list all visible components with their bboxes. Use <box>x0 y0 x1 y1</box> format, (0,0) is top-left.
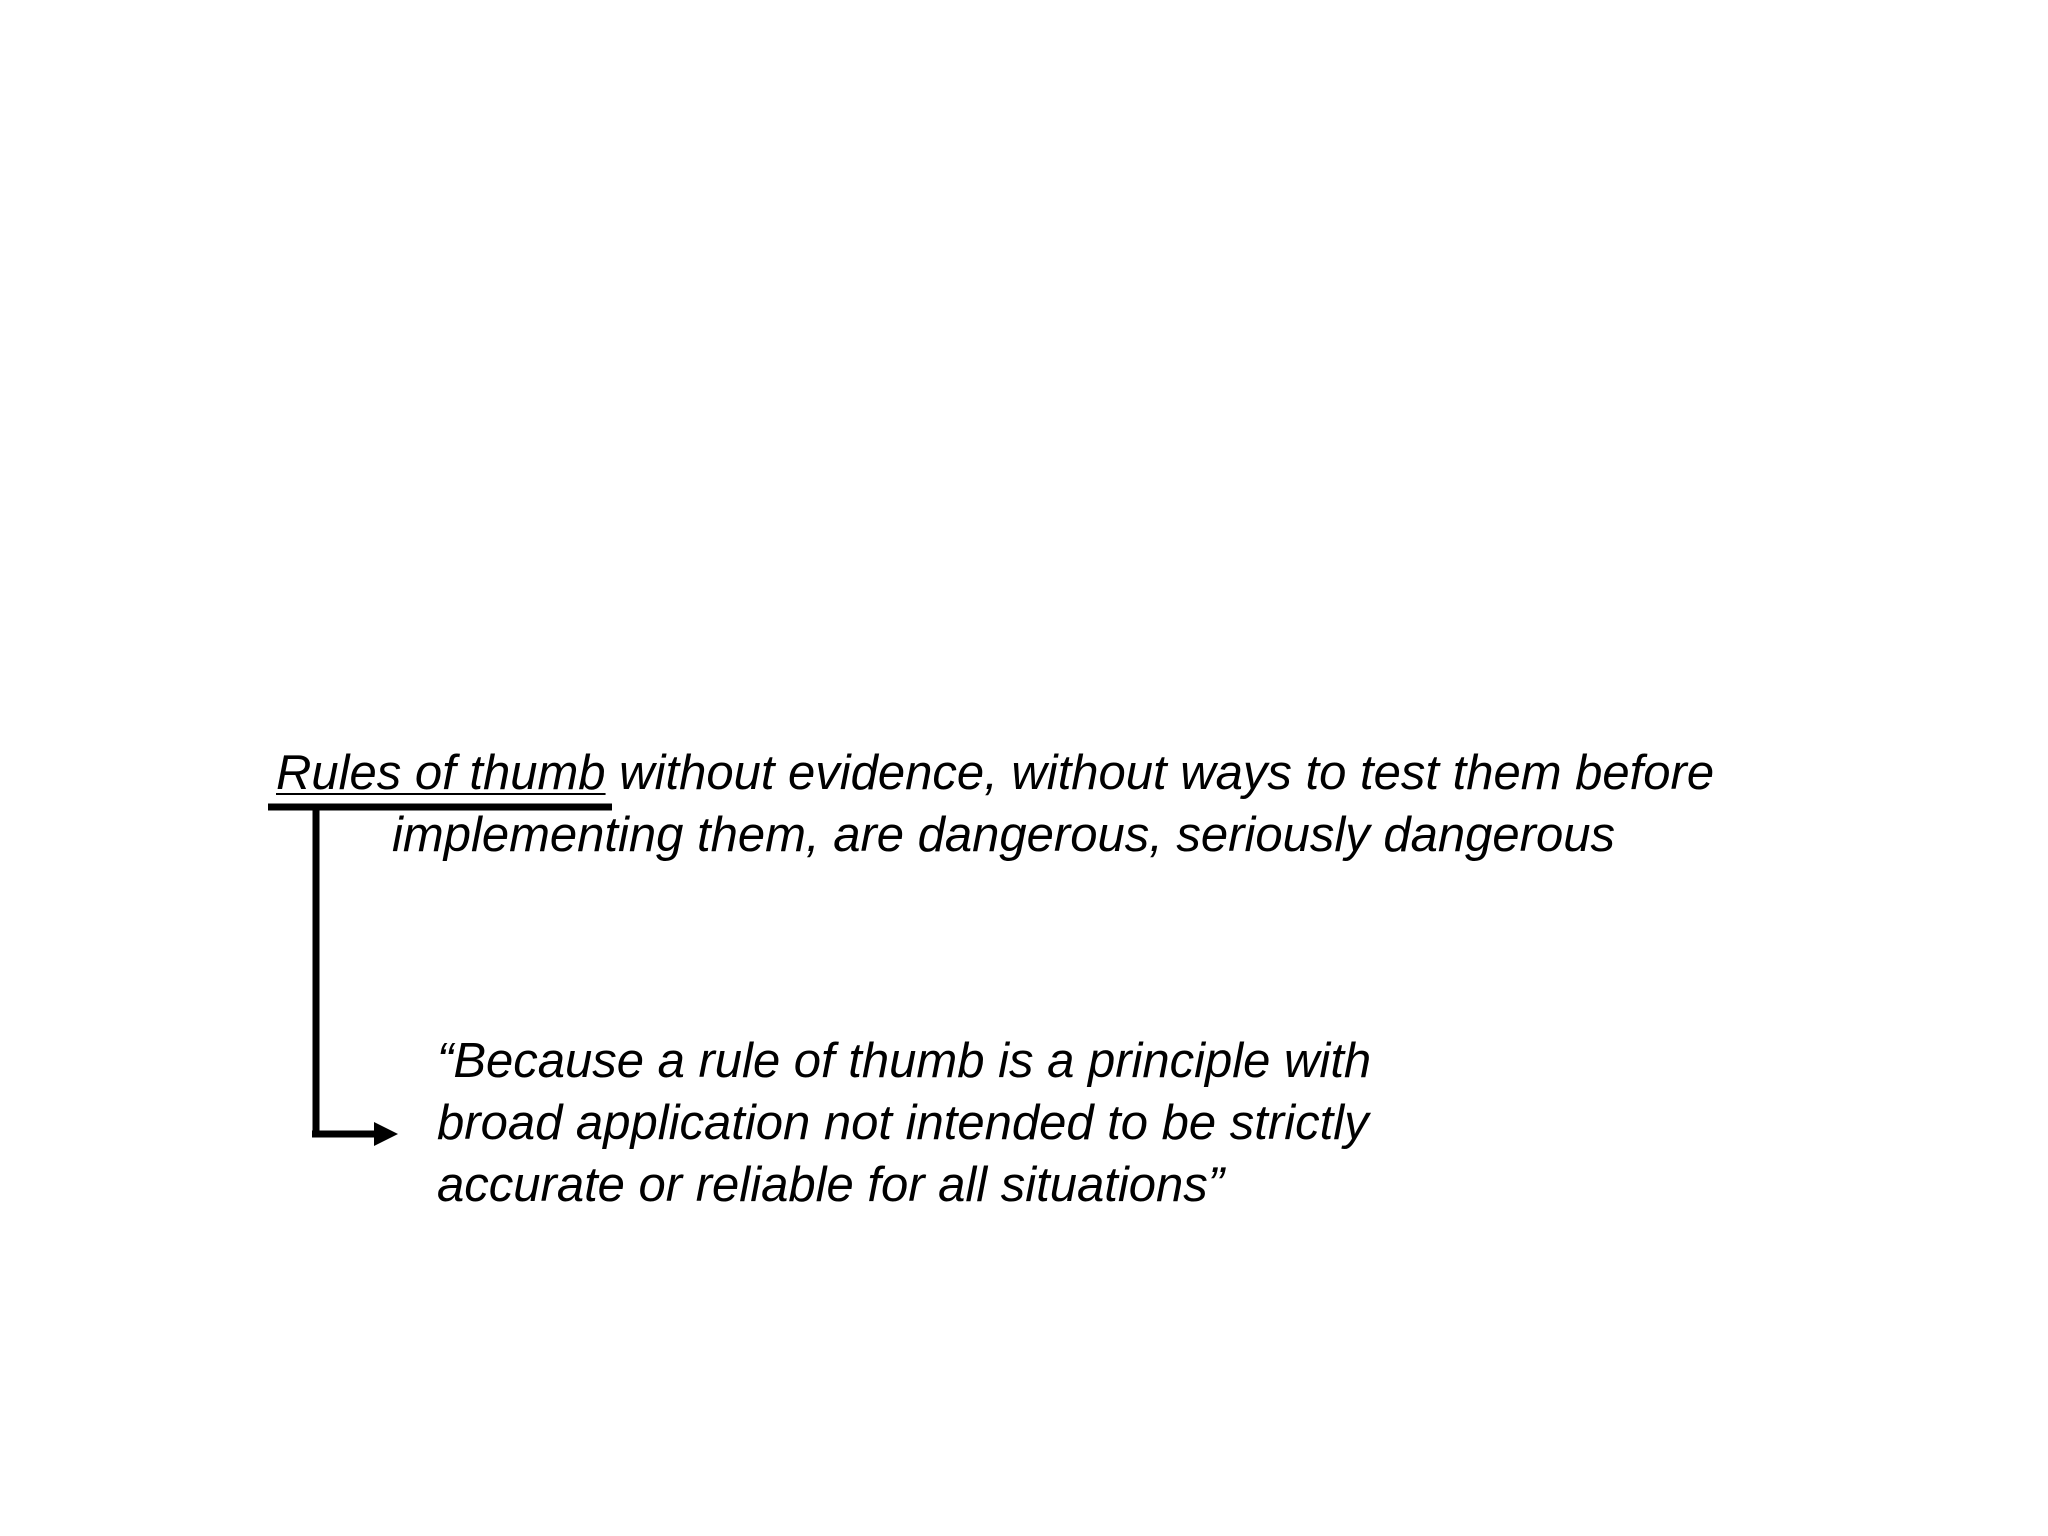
main-statement <box>276 742 1836 866</box>
quote-line-2: broad application not intended to be strictly <box>437 1096 1369 1150</box>
arrow-head-icon <box>374 1122 398 1146</box>
quote-line-1: “Because a rule of thumb is a principle with <box>437 1034 1372 1088</box>
definition-quote <box>437 1030 1497 1216</box>
quote-line-3: accurate or reliable for all situations” <box>437 1158 1225 1212</box>
statement-line-1-rest: without evidence, without ways to test them before <box>605 746 1715 800</box>
statement-line-2: implementing them, are dangerous, seriously dangerous <box>392 808 1615 862</box>
highlighted-phrase: Rules of thumb <box>276 746 606 800</box>
statement-line-1 <box>276 742 1836 804</box>
